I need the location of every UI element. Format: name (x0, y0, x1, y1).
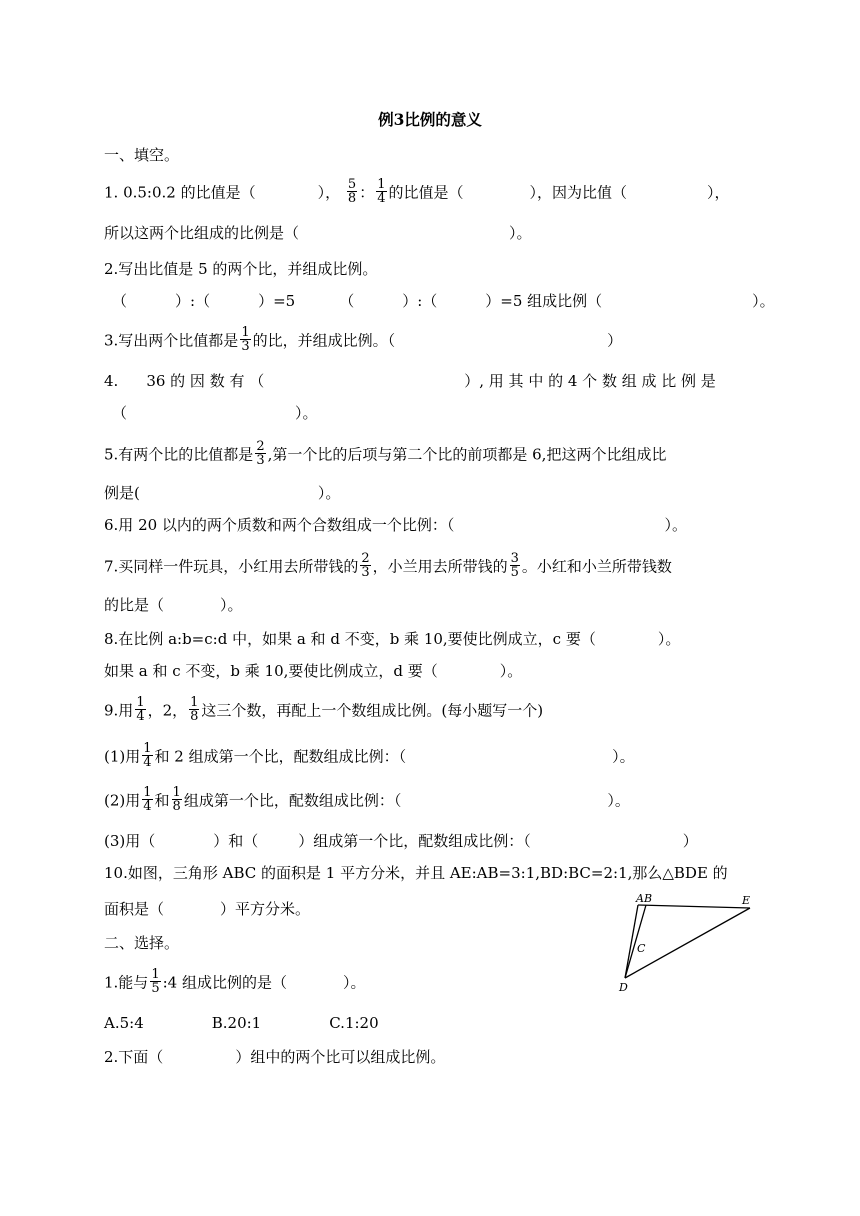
question-10: 10.如图，三角形 ABC 的面积是 1 平方分米，并且 AE:AB=3:1,BD:BC=2:1,那么△BDE 的 (104, 864, 728, 882)
fraction: $\frac{1}{5}$ (151, 967, 160, 996)
question-9: 9.用 $\frac{1}{4}$ ，2， $\frac{1}{8}$ 这三个数，再配上一个数组成比例。(每小题写一个) (104, 695, 544, 724)
question-4-line-2: （ ）。 (112, 404, 318, 422)
question-6: 6.用 20 以内的两个质数和两个合数组成一个比例：（ ）。 (104, 516, 687, 534)
fraction: $\frac{2}{3}$ (256, 439, 265, 468)
fraction: $\frac{2}{3}$ (361, 551, 370, 580)
triangle-figure (612, 890, 764, 1010)
fraction: $\frac{1}{4}$ (143, 741, 152, 770)
question-5-line-2: 例是( ）。 (104, 484, 341, 502)
choice-question-2: 2.下面（ ）组中的两个比可以组成比例。 (104, 1048, 446, 1066)
fraction: $\frac{1}{4}$ (143, 785, 152, 814)
question-7-line-2: 的比是（ ）。 (104, 596, 243, 614)
choice-options (104, 1012, 379, 1034)
section-choice: 二、选择。 (104, 934, 180, 952)
page-title: 例3比例的意义 (378, 110, 482, 129)
question-2-blanks: （ ）:（ ）=5 （ ）:（ ）=5 组成比例（ ）。 (112, 292, 775, 310)
vertex-label-a: A (636, 892, 644, 905)
fraction: $\frac{3}{5}$ (510, 551, 519, 580)
choice-question-1: 1.能与 $\frac{1}{5}$ :4 组成比例的是（ ）。 (104, 967, 366, 996)
question-9-1: (1)用 $\frac{1}{4}$ 和 2 组成第一个比，配数组成比例：（ ）。 (104, 741, 635, 770)
vertex-label-b: B (644, 892, 653, 905)
fraction: $\frac{1}{4}$ (377, 177, 386, 206)
fraction: $\frac{1}{3}$ (241, 325, 250, 354)
question-8: 8.在比例 a:b=c:d 中，如果 a 和 d 不变，b 乘 10,要使比例成立，c 要（ ）。 (104, 630, 681, 648)
question-1-line-2: 所以这两个比组成的比例是（ ）。 (104, 224, 532, 242)
question-10-line-2: 面积是（ ）平方分米。 (104, 900, 311, 918)
vertex-label-c: C (637, 942, 646, 955)
fraction: $\frac{1}{4}$ (136, 695, 145, 724)
question-4: 4. 36 的 因 数 有 （ ）, 用 其 中 的 4 个 数 组 成 比 例 是 (104, 372, 716, 390)
vertex-label-e: E (742, 894, 751, 907)
fraction: $\frac{5}{8}$ (347, 177, 357, 206)
question-9-3: (3)用（ ）和（ ）组成第一个比，配数组成比例：（ ） (104, 832, 698, 850)
question-3: 3.写出两个比值都是 $\frac{1}{3}$ 的比，并组成比例。（ ） (104, 325, 623, 354)
question-1: 1. 0.5:0.2 的比值是（ ）， $\frac{5}{8}$ ： $\frac{1}{4}$ 的比值是（ ），因为比值（ ）， (104, 177, 730, 206)
option-c[interactable]: C.1:20 (329, 1014, 379, 1032)
question-8-line-2: 如果 a 和 c 不变，b 乘 10,要使比例成立，d 要（ ）。 (104, 662, 523, 680)
question-9-2: (2)用 $\frac{1}{4}$ 和 $\frac{1}{8}$ 组成第一个比，配数组成比例：（ ）。 (104, 785, 630, 814)
vertex-label-d: D (619, 981, 628, 994)
question-5: 5.有两个比的比值都是 $\frac{2}{3}$ ,第一个比的后项与第二个比的前项都是 6,把这两个比组成比 (104, 439, 667, 468)
fraction: $\frac{1}{8}$ (190, 695, 199, 724)
question-7: 7.买同样一件玩具，小红用去所带钱的 $\frac{2}{3}$ ，小兰用去所带钱的 $\frac{3}{5}$ 。小红和小兰所带钱数 (104, 551, 672, 580)
option-a[interactable]: A.5:4 (104, 1014, 144, 1032)
question-2: 2.写出比值是 5 的两个比，并组成比例。 (104, 260, 378, 278)
section-fill-blank: 一、填空。 (104, 146, 180, 164)
fraction: $\frac{1}{8}$ (172, 785, 181, 814)
option-b[interactable]: B.20:1 (211, 1014, 262, 1032)
